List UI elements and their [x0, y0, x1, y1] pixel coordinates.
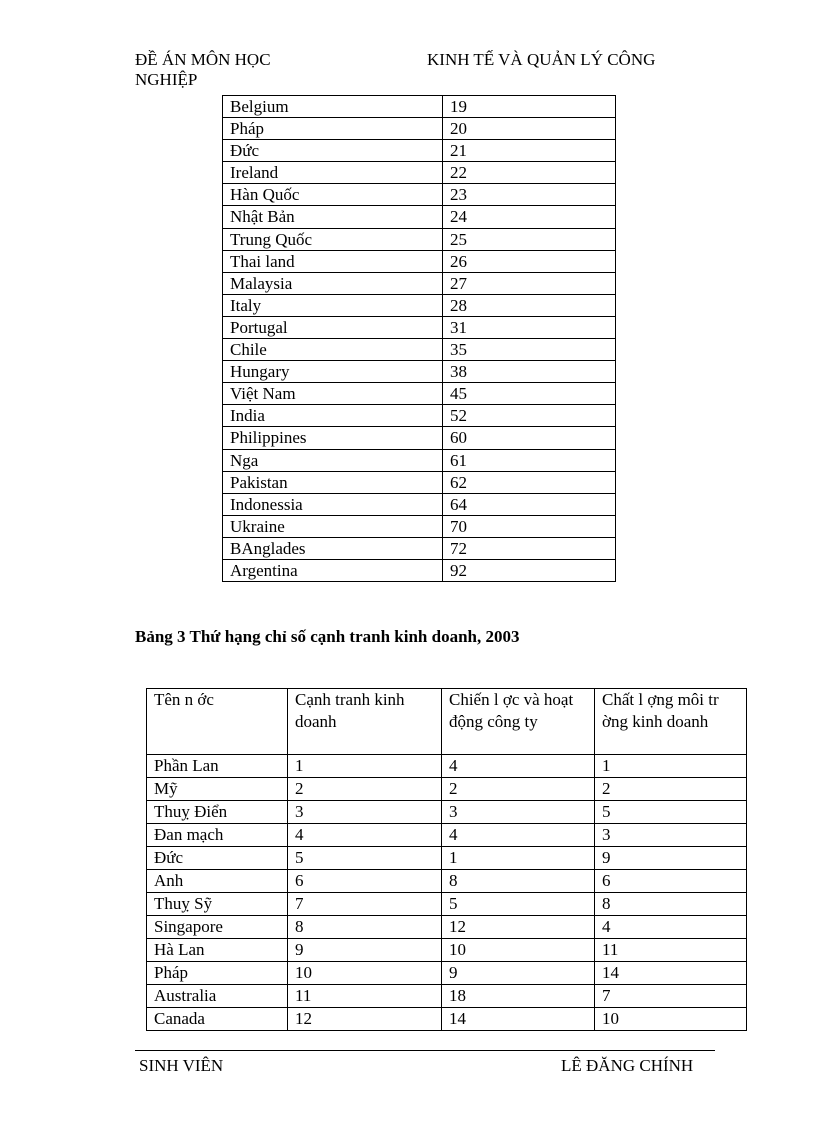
table-row	[147, 962, 747, 985]
table-row	[147, 1008, 747, 1031]
business-competition-cell: 6	[288, 870, 442, 893]
table-row	[223, 537, 616, 559]
table-row	[147, 939, 747, 962]
table-row	[223, 515, 616, 537]
table-row	[223, 250, 616, 272]
table-row	[147, 893, 747, 916]
business-competition-cell: 5	[288, 847, 442, 870]
country-cell: Philippines	[223, 427, 443, 449]
country-cell: Pháp	[223, 118, 443, 140]
country-cell: Nga	[223, 449, 443, 471]
table-row	[223, 184, 616, 206]
business-competition-cell: 7	[288, 893, 442, 916]
country-cell: Thai land	[223, 250, 443, 272]
table-row	[147, 847, 747, 870]
table-row	[223, 471, 616, 493]
strategy-cell: 9	[442, 962, 595, 985]
table-row	[147, 801, 747, 824]
country-cell: Ireland	[223, 162, 443, 184]
country-cell: Nhật Bản	[223, 206, 443, 228]
country-cell: Argentina	[223, 559, 443, 581]
country-cell: Ukraine	[223, 515, 443, 537]
table-row	[223, 493, 616, 515]
table-header-row	[147, 689, 747, 755]
table-row	[223, 339, 616, 361]
table-row	[223, 228, 616, 250]
rank-cell: 52	[443, 405, 616, 427]
rank-cell: 60	[443, 427, 616, 449]
country-cell: Trung Quốc	[223, 228, 443, 250]
business-competition-cell: 3	[288, 801, 442, 824]
business-competition-cell: 9	[288, 939, 442, 962]
environment-cell: 11	[595, 939, 747, 962]
country-cell: Đức	[147, 847, 288, 870]
table-row	[147, 824, 747, 847]
table-row	[147, 916, 747, 939]
rank-cell: 72	[443, 537, 616, 559]
country-cell: Anh	[147, 870, 288, 893]
country-cell: Indonessia	[223, 493, 443, 515]
rank-cell: 28	[443, 294, 616, 316]
environment-cell: 2	[595, 778, 747, 801]
country-cell: Chile	[223, 339, 443, 361]
business-competition-cell: 1	[288, 755, 442, 778]
country-cell: Mỹ	[147, 778, 288, 801]
country-cell: Italy	[223, 294, 443, 316]
table-row	[223, 316, 616, 338]
country-cell: Pakistan	[223, 471, 443, 493]
strategy-cell: 12	[442, 916, 595, 939]
strategy-cell: 18	[442, 985, 595, 1008]
table-row	[223, 449, 616, 471]
environment-cell: 7	[595, 985, 747, 1008]
country-cell: Belgium	[223, 96, 443, 118]
column-header: Cạnh tranh kinh doanh	[288, 689, 442, 755]
strategy-cell: 10	[442, 939, 595, 962]
table-row	[223, 118, 616, 140]
rank-cell: 38	[443, 361, 616, 383]
header-right: KINH TẾ VÀ QUẢN LÝ CÔNG	[427, 50, 656, 69]
country-cell: Đan mạch	[147, 824, 288, 847]
strategy-cell: 4	[442, 824, 595, 847]
rank-cell: 20	[443, 118, 616, 140]
table-row	[223, 383, 616, 405]
country-cell: Phần Lan	[147, 755, 288, 778]
rank-cell: 35	[443, 339, 616, 361]
rank-cell: 26	[443, 250, 616, 272]
table-row	[223, 405, 616, 427]
environment-cell: 3	[595, 824, 747, 847]
country-cell: Đức	[223, 140, 443, 162]
rank-cell: 64	[443, 493, 616, 515]
rank-cell: 45	[443, 383, 616, 405]
environment-cell: 8	[595, 893, 747, 916]
country-cell: Thuỵ Sỹ	[147, 893, 288, 916]
strategy-cell: 3	[442, 801, 595, 824]
strategy-cell: 14	[442, 1008, 595, 1031]
country-cell: Việt Nam	[223, 383, 443, 405]
country-cell: India	[223, 405, 443, 427]
table-row	[223, 96, 616, 118]
business-competition-cell: 10	[288, 962, 442, 985]
rank-cell: 62	[443, 471, 616, 493]
table-row	[147, 778, 747, 801]
table-row	[223, 162, 616, 184]
table-row	[223, 206, 616, 228]
ranking-table-continued	[222, 95, 616, 582]
rank-cell: 31	[443, 316, 616, 338]
country-cell: Canada	[147, 1008, 288, 1031]
header-left	[135, 50, 415, 90]
strategy-cell: 2	[442, 778, 595, 801]
table-row	[223, 140, 616, 162]
rank-cell: 61	[443, 449, 616, 471]
country-cell: BAnglades	[223, 537, 443, 559]
environment-cell: 10	[595, 1008, 747, 1031]
country-cell: Pháp	[147, 962, 288, 985]
footer-right: LÊ ĐĂNG CHÍNH	[561, 1056, 694, 1075]
table-title: Bảng 3 Thứ hạng chỉ số cạnh tranh kinh doanh, 2003	[135, 627, 520, 646]
rank-cell: 70	[443, 515, 616, 537]
rank-cell: 24	[443, 206, 616, 228]
table-row	[147, 985, 747, 1008]
strategy-cell: 5	[442, 893, 595, 916]
table-row	[147, 870, 747, 893]
business-competition-cell: 8	[288, 916, 442, 939]
column-header: Tên n ớc	[147, 689, 288, 755]
environment-cell: 1	[595, 755, 747, 778]
business-competition-cell: 12	[288, 1008, 442, 1031]
business-competition-cell: 2	[288, 778, 442, 801]
rank-cell: 19	[443, 96, 616, 118]
strategy-cell: 1	[442, 847, 595, 870]
table-row	[147, 755, 747, 778]
country-cell: Portugal	[223, 316, 443, 338]
business-competitiveness-table	[146, 688, 747, 1031]
country-cell: Singapore	[147, 916, 288, 939]
header-left-line2: NGHIỆP	[135, 70, 198, 89]
strategy-cell: 4	[442, 755, 595, 778]
column-header: Chiến l ợc và hoạt động công ty	[442, 689, 595, 755]
environment-cell: 6	[595, 870, 747, 893]
rank-cell: 25	[443, 228, 616, 250]
rank-cell: 23	[443, 184, 616, 206]
column-header: Chất l ợng môi tr ờng kinh doanh	[595, 689, 747, 755]
country-cell: Hà Lan	[147, 939, 288, 962]
country-cell: Malaysia	[223, 272, 443, 294]
table-row	[223, 361, 616, 383]
table-row	[223, 559, 616, 581]
environment-cell: 9	[595, 847, 747, 870]
table-row	[223, 294, 616, 316]
rank-cell: 22	[443, 162, 616, 184]
rank-cell: 92	[443, 559, 616, 581]
environment-cell: 4	[595, 916, 747, 939]
business-competition-cell: 4	[288, 824, 442, 847]
footer-left: SINH VIÊN	[139, 1056, 224, 1075]
environment-cell: 14	[595, 962, 747, 985]
rank-cell: 21	[443, 140, 616, 162]
country-cell: Australia	[147, 985, 288, 1008]
table-row	[223, 427, 616, 449]
business-competition-cell: 11	[288, 985, 442, 1008]
header-left-line1: ĐỀ ÁN MÔN HỌC	[135, 50, 271, 69]
table-row	[223, 272, 616, 294]
strategy-cell: 8	[442, 870, 595, 893]
rank-cell: 27	[443, 272, 616, 294]
country-cell: Hungary	[223, 361, 443, 383]
country-cell: Thuỵ Điển	[147, 801, 288, 824]
environment-cell: 5	[595, 801, 747, 824]
country-cell: Hàn Quốc	[223, 184, 443, 206]
footer-rule	[135, 1050, 715, 1051]
